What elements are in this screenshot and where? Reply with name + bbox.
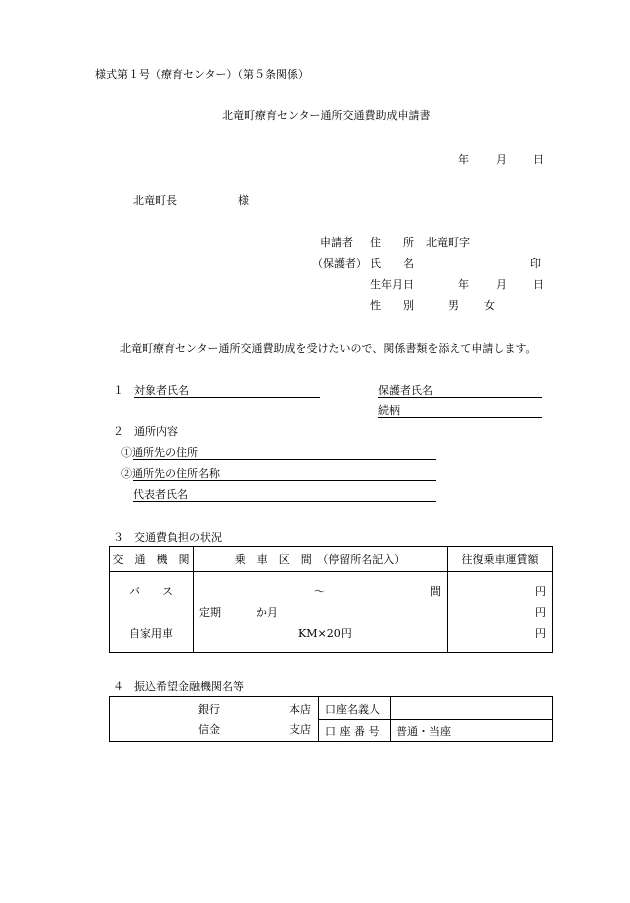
section2-title: 通所内容 bbox=[134, 425, 178, 438]
facility-address-field[interactable] bbox=[133, 459, 436, 460]
sex-female[interactable]: 女 bbox=[484, 299, 495, 312]
header-mode: 交 通 機 関 bbox=[112, 553, 190, 566]
account-number-label: 口 座 番 号 bbox=[325, 725, 380, 738]
head-office-label[interactable]: 本店 bbox=[289, 703, 311, 716]
address-label: 住 所 bbox=[370, 236, 414, 249]
sex-male[interactable]: 男 bbox=[448, 299, 459, 312]
facility-name-field[interactable] bbox=[133, 480, 436, 481]
row-pass-months: か月 bbox=[256, 606, 278, 619]
relation-label: 続柄 bbox=[378, 404, 400, 417]
section4-number: ４ bbox=[113, 680, 124, 693]
relation-field[interactable] bbox=[378, 417, 542, 418]
birth-day: 日 bbox=[533, 278, 544, 291]
guardian-name-field[interactable] bbox=[378, 397, 542, 398]
birth-month: 月 bbox=[496, 278, 507, 291]
section4-title: 振込希望金融機関名等 bbox=[134, 680, 244, 693]
section3-number: ３ bbox=[113, 531, 124, 544]
facility-name-label: ②通所先の住所名称 bbox=[121, 467, 220, 480]
subject-name-field[interactable] bbox=[134, 397, 320, 398]
row-pass-yen: 円 bbox=[535, 606, 546, 619]
bank-label[interactable]: 銀行 bbox=[198, 703, 220, 716]
form-number: 様式第１号（療育センター）（第５条関係） bbox=[95, 68, 310, 81]
bank-table-row-divider bbox=[318, 719, 553, 720]
row-bus-between: 間 bbox=[430, 585, 441, 598]
account-type[interactable]: 普通・当座 bbox=[396, 725, 451, 738]
row-car-rate: KM×20円 bbox=[298, 627, 352, 640]
section2-number: ２ bbox=[113, 425, 124, 438]
branch-label[interactable]: 支店 bbox=[289, 723, 311, 736]
row-bus-tilde: ～ bbox=[314, 585, 325, 598]
representative-field[interactable] bbox=[133, 501, 436, 502]
row-bus-mode: バ ス bbox=[129, 585, 173, 598]
seal-mark: 印 bbox=[530, 257, 541, 270]
guardian-name-label: 保護者氏名 bbox=[378, 384, 433, 397]
row-pass-label: 定期 bbox=[199, 606, 221, 619]
row-bus-yen: 円 bbox=[535, 585, 546, 598]
row-car-mode: 自家用車 bbox=[129, 627, 173, 640]
row-car-yen: 円 bbox=[535, 627, 546, 640]
transport-table-header-divider bbox=[109, 571, 553, 572]
account-holder-label: 口座名義人 bbox=[325, 703, 380, 716]
sex-label: 性 別 bbox=[370, 299, 414, 312]
applicant-label: 申請者 bbox=[320, 236, 353, 249]
header-route: 乗 車 区 間 （停留所名記入） bbox=[234, 553, 406, 566]
address-value[interactable]: 北竜町字 bbox=[426, 236, 470, 249]
date-month: 月 bbox=[496, 153, 507, 166]
subject-name-label: 対象者氏名 bbox=[134, 384, 189, 397]
document-title: 北竜町療育センター通所交通費助成申請書 bbox=[222, 109, 431, 122]
birth-year: 年 bbox=[458, 278, 469, 291]
birthdate-label: 生年月日 bbox=[370, 278, 414, 291]
date-year: 年 bbox=[458, 153, 469, 166]
application-statement: 北竜町療育センター通所交通費助成を受けたいので、関係書類を添えて申請します。 bbox=[120, 342, 537, 355]
header-fare: 往復乗車運賃額 bbox=[461, 553, 539, 566]
shinkin-label[interactable]: 信金 bbox=[198, 723, 220, 736]
facility-address-label: ①通所先の住所 bbox=[121, 446, 198, 459]
representative-label: 代表者氏名 bbox=[133, 488, 188, 501]
name-label: 氏 名 bbox=[370, 257, 414, 270]
section1-number: １ bbox=[113, 384, 124, 397]
addressee-name: 北竜町長 bbox=[133, 194, 177, 207]
guardian-label: （保護者） bbox=[312, 257, 367, 270]
section3-title: 交通費負担の状況 bbox=[134, 531, 222, 544]
date-day: 日 bbox=[533, 153, 544, 166]
addressee-honorific: 様 bbox=[238, 194, 249, 207]
